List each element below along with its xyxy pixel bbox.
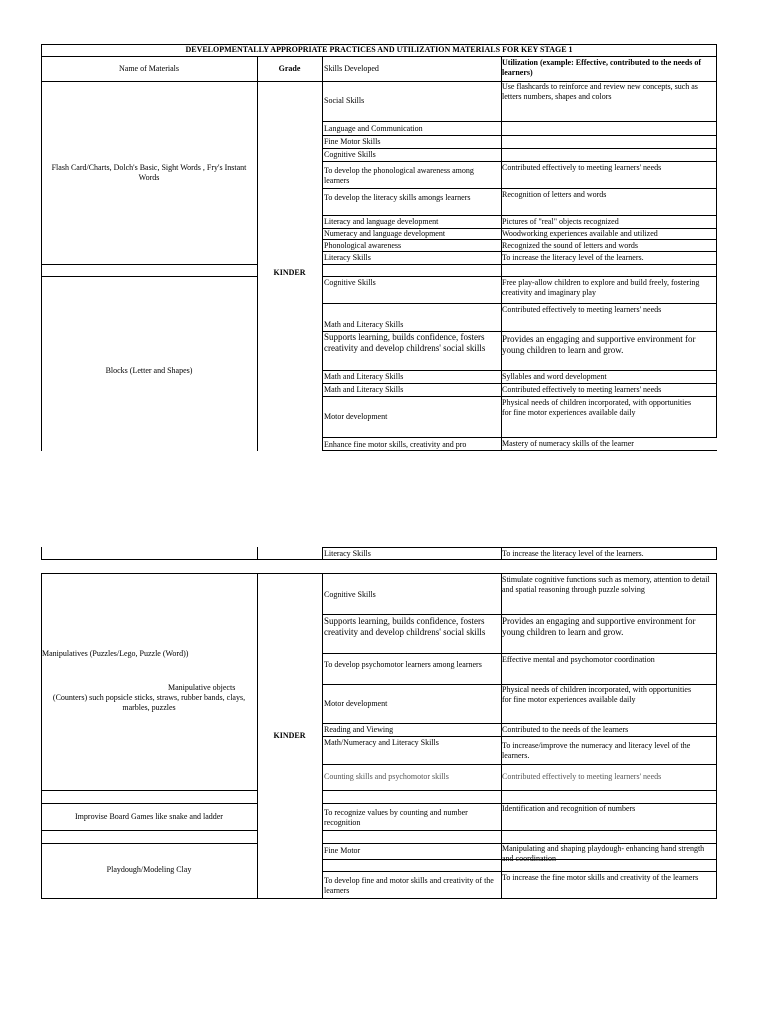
skill-cell: Reading and Viewing [324, 725, 394, 734]
util-cell: To increase the literacy level of the learners. [502, 253, 644, 262]
skill-cell: To develop the literacy skills amongs learners [324, 193, 471, 202]
skill-cell: Fine Motor [324, 846, 361, 855]
util-cell: Recognized the sound of letters and words [502, 241, 638, 250]
material-blocks: Blocks (Letter and Shapes) [105, 366, 193, 375]
skill-cell: Math/Numeracy and Literacy Skills [324, 738, 439, 747]
table-title: DEVELOPMENTALLY APPROPRIATE PRACTICES AND UTILIZATION MATERIALS FOR KEY STAGE 1 [185, 45, 573, 54]
header-grade: Grade [278, 64, 301, 73]
skill-cell: Cognitive Skills [324, 590, 376, 599]
util-cell: Recognition of letters and words [502, 190, 607, 199]
skill-cell: Math and Literacy Skills [324, 372, 404, 381]
util-cell: Mastery of numeracy skills of the learner [502, 439, 634, 448]
grade-kinder: KINDER [273, 268, 306, 277]
material-board-games: Improvise Board Games like snake and ladder [75, 812, 223, 821]
util-cell: Free play-allow children to explore and build freely, fostering creativity and imaginary play [502, 278, 700, 297]
skill-cell: Counting skills and psychomotor skills [324, 772, 449, 781]
skill-cell: Enhance fine motor skills, creativity and pro [324, 440, 467, 449]
util-cell: Contributed effectively to meeting learners' needs [502, 385, 662, 394]
skill-cell: Phonological awareness [324, 241, 402, 250]
skill-cell: Language and Communication [324, 124, 423, 133]
skill-cell: Cognitive Skills [324, 150, 376, 159]
skill-cell: Literacy Skills [324, 253, 371, 262]
util-cell: Provides an engaging and supportive environment for young children to learn and grow. [502, 334, 696, 355]
skill-cell: Math and Literacy Skills [324, 320, 404, 329]
util-cell: Stimulate cognitive functions such as memory, attention to detail and spatial reasoning through puzzle solving [502, 575, 710, 594]
material-manipulative-objects: Manipulative objects [168, 683, 236, 692]
util-cell: Use flashcards to reinforce and review new concepts, such as letters numbers, shapes and colors [502, 82, 698, 101]
skill-cell: Supports learning, builds confidence, fosters creativity and develop childrens' social skills [324, 616, 486, 637]
skill-cell: Supports learning, builds confidence, fosters creativity and develop childrens' social skills [324, 332, 486, 353]
util-cell: Effective mental and psychomotor coordination [502, 655, 655, 664]
util-cell: Provides an engaging and supportive environment for young children to learn and grow. [502, 616, 696, 637]
util-cell: Contributed to the needs of the learners [502, 725, 629, 734]
util-cell: Identification and recognition of numbers [502, 804, 636, 813]
util-cell: Contributed effectively to meeting learners' needs [502, 305, 662, 314]
util-cell: Contributed effectively to meeting learners' needs [502, 772, 662, 781]
util-cell: Woodworking experiences available and utilized [502, 229, 658, 238]
material-playdough: Playdough/Modeling Clay [106, 865, 192, 874]
skill-cell: Literacy and language development [324, 217, 439, 226]
skill-cell: To recognize values by counting and number recognition [324, 808, 468, 827]
header-material: Name of Materials [119, 64, 179, 73]
skill-cell: Motor development [324, 699, 388, 708]
skill-cell: To develop fine and motor skills and creativity of the learners [324, 876, 494, 895]
util-cell: Physical needs of children incorporated, with opportunities for fine motor experiences available daily [502, 685, 692, 704]
skill-cell: Social Skills [324, 96, 365, 105]
material-counters: (Counters) such popsicle sticks, straws, rubber bands, clays, marbles, puzzles [52, 693, 246, 712]
skill-cell: To develop psychomotor learners among learners [324, 660, 482, 669]
util-cell: To increase the fine motor skills and creativity of the learners [502, 873, 699, 882]
grade-kinder: KINDER [273, 731, 306, 740]
util-cell: Manipulating and shaping playdough- enhancing hand strength and coordination [502, 844, 705, 863]
skill-cell: Cognitive Skills [324, 278, 376, 287]
skill-cell: Numeracy and language development [324, 229, 446, 238]
util-cell: Physical needs of children incorporated, with opportunities for fine motor experiences available daily [502, 398, 692, 417]
util-cell: To increase/improve the numeracy and literacy level of the learners. [502, 741, 691, 760]
header-skills: Skills Developed [324, 64, 379, 73]
skill-cell: To develop the phonological awareness among learners [324, 166, 474, 185]
util-cell: Contributed effectively to meeting learners' needs [502, 163, 662, 172]
skill-cell: Math and Literacy Skills [324, 385, 404, 394]
header-utilization: Utilization (example: Effective, contributed to the needs of learners) [502, 58, 702, 77]
skill-cell: Literacy Skills [324, 549, 371, 558]
skill-cell: Fine Motor Skills [324, 137, 381, 146]
skill-cell: Motor development [324, 412, 388, 421]
material-manipulatives: Manipulatives (Puzzles/Lego, Puzzle (Word)) [42, 649, 189, 658]
util-cell: To increase the literacy level of the learners. [502, 549, 644, 558]
util-cell: Syllables and word development [502, 372, 607, 381]
util-cell: Pictures of "real" objects recognized [502, 217, 619, 226]
material-flashcards: Flash Card/Charts, Dolch's Basic, Sight Words , Fry's Instant Words [51, 163, 247, 182]
